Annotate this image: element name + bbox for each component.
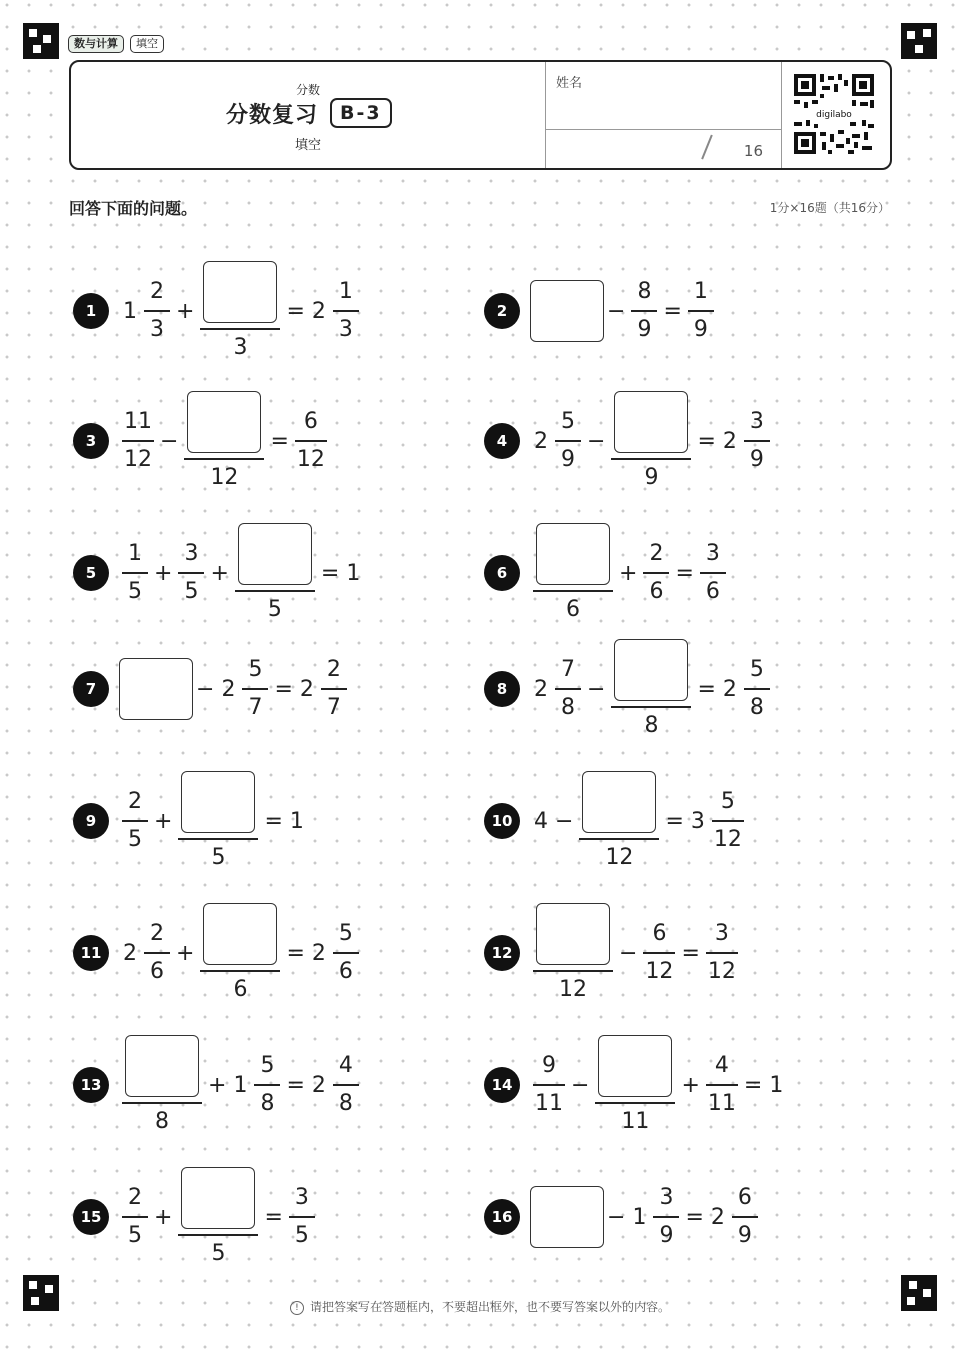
denominator: 8 (155, 1109, 169, 1134)
denominator: 5 (267, 597, 282, 622)
answer-box[interactable] (614, 639, 688, 701)
answer-box[interactable] (181, 771, 255, 833)
svg-text:digilabo: digilabo (816, 110, 852, 120)
operator: + (176, 298, 195, 324)
fraction-bar (744, 440, 770, 442)
whole-number: 2 (534, 676, 548, 702)
operator: = (264, 1204, 283, 1230)
operator: − (619, 940, 638, 966)
problem-number-badge: 14 (484, 1067, 520, 1103)
operator: = (697, 676, 716, 702)
operator: + (210, 560, 229, 586)
denominator: 11 (621, 1109, 650, 1134)
fraction-bar (144, 952, 170, 954)
footer-note (0, 1298, 960, 1315)
answer-box[interactable] (530, 280, 604, 342)
fraction (200, 903, 280, 1003)
fraction (732, 1185, 758, 1249)
fraction-bar (611, 706, 691, 708)
fraction-bar (732, 1216, 758, 1218)
operator: + (154, 1204, 173, 1230)
fraction (122, 541, 148, 605)
fraction (579, 771, 659, 871)
denominator: 12 (296, 447, 325, 472)
fraction-bar (295, 440, 327, 442)
score-total: 16 (743, 142, 763, 160)
numerator: 5 (720, 789, 735, 814)
numerator: 6 (737, 1185, 752, 1210)
operator: − (571, 1072, 590, 1098)
problem-number-badge: 6 (484, 555, 520, 591)
operator: = (681, 940, 700, 966)
numerator: 6 (303, 409, 318, 434)
scoring-info: 1分×16题（共16分） (769, 201, 890, 215)
answer-box[interactable] (187, 391, 261, 453)
problem-number-badge: 15 (73, 1199, 109, 1235)
fraction (122, 409, 154, 473)
denominator: 9 (561, 447, 575, 472)
fraction-bar (178, 572, 204, 574)
type-label: 填空 (294, 138, 321, 153)
operator: = (685, 1204, 704, 1230)
whole-number: 2 (710, 1204, 725, 1230)
fraction-bar (254, 1084, 280, 1086)
qr-code-icon (792, 72, 876, 156)
denominator: 5 (294, 1223, 309, 1248)
fraction (706, 1053, 738, 1117)
denominator: 11 (535, 1091, 563, 1116)
fraction (122, 789, 148, 853)
operator: = (286, 298, 305, 324)
answer-box[interactable] (614, 391, 688, 453)
operator: − (607, 1204, 626, 1230)
denominator: 6 (566, 597, 580, 622)
subject-label: 分数 (295, 83, 320, 97)
numerator: 3 (184, 541, 199, 566)
answer-box[interactable] (536, 523, 610, 585)
fraction (254, 1053, 280, 1117)
answer-box[interactable] (203, 261, 277, 323)
fraction (744, 657, 770, 721)
fraction-bar (555, 440, 581, 442)
fraction-bar (200, 328, 280, 330)
operator: + (176, 940, 195, 966)
fraction-bar (533, 590, 613, 592)
numerator: 3 (705, 541, 720, 566)
operator: + (681, 1072, 700, 1098)
fraction (688, 279, 714, 343)
denominator: 5 (184, 579, 199, 604)
category-tags (68, 35, 164, 53)
operator: − (607, 298, 626, 324)
operator: + (208, 1072, 227, 1098)
fraction (289, 1185, 315, 1249)
numerator: 2 (128, 789, 142, 814)
fraction-bar (289, 1216, 315, 1218)
fraction (555, 657, 581, 721)
fraction (533, 1053, 565, 1117)
fraction-bar (706, 952, 738, 954)
denominator: 12 (707, 959, 736, 984)
fraction (631, 279, 657, 343)
denominator: 9 (637, 317, 652, 342)
problem-number-badge: 5 (73, 555, 109, 591)
answer-box[interactable] (203, 903, 277, 965)
fraction (643, 921, 675, 985)
operator: − (555, 808, 574, 834)
numerator: 1 (128, 541, 142, 566)
fraction-bar (643, 952, 675, 954)
denominator: 12 (559, 977, 587, 1002)
operator: + (154, 808, 173, 834)
numerator: 3 (294, 1185, 309, 1210)
operator: − (587, 428, 606, 454)
denominator: 12 (645, 959, 674, 984)
fraction (178, 541, 204, 605)
fraction-bar (688, 310, 714, 312)
answer-box[interactable] (119, 658, 193, 720)
answer-box[interactable] (582, 771, 656, 833)
numerator: 5 (260, 1053, 275, 1078)
numerator: 6 (652, 921, 667, 946)
fraction-bar (595, 1102, 675, 1104)
denominator: 12 (124, 447, 152, 472)
fraction-bar (333, 1084, 359, 1086)
operator: = (663, 298, 682, 324)
fraction-bar (579, 838, 659, 840)
operator: − (160, 428, 179, 454)
operator: = (675, 560, 694, 586)
whole-number: 1 (289, 808, 304, 834)
fraction-bar (631, 310, 657, 312)
fraction-bar (643, 572, 669, 574)
operator: = (286, 1072, 305, 1098)
fraction-bar (200, 970, 280, 972)
numerator: 11 (124, 409, 152, 434)
problem-number-badge: 1 (73, 293, 109, 329)
whole-number: 2 (534, 428, 548, 454)
problem-number-badge: 3 (73, 423, 109, 459)
fraction (122, 1185, 148, 1249)
denominator: 7 (248, 695, 263, 720)
problem-number-badge: 16 (484, 1199, 520, 1235)
numerator: 8 (637, 279, 652, 304)
answer-box[interactable] (536, 903, 610, 965)
denominator: 8 (749, 695, 764, 720)
fraction-bar (333, 952, 359, 954)
problem-number-badge: 11 (73, 935, 109, 971)
numerator: 9 (542, 1053, 556, 1078)
fraction (533, 903, 613, 1003)
fraction (184, 391, 264, 491)
tag-type: 填空 (130, 35, 164, 53)
name-label: 姓名 (556, 76, 583, 91)
whole-number: 2 (311, 940, 326, 966)
fraction-bar (700, 572, 726, 574)
whole-number: 2 (311, 298, 326, 324)
fraction (122, 1035, 202, 1135)
qr-code (792, 72, 876, 156)
footer-text: 请把答案写在答题框内，不要超出框外，也不要写答案以外的内容。 (309, 1300, 670, 1314)
fraction-bar (712, 820, 744, 822)
fraction (555, 409, 581, 473)
corner-marker-top-right (901, 23, 937, 59)
whole-number: 2 (722, 428, 737, 454)
denominator: 9 (749, 447, 764, 472)
numerator: 1 (338, 279, 353, 304)
fraction (235, 523, 315, 623)
answer-box[interactable] (181, 1167, 255, 1229)
problem-number-badge: 4 (484, 423, 520, 459)
denominator: 8 (561, 695, 575, 720)
whole-number: 1 (233, 1072, 248, 1098)
denominator: 9 (737, 1223, 752, 1248)
fraction-bar (744, 688, 770, 690)
fraction (706, 921, 738, 985)
whole-number: 2 (299, 676, 314, 702)
whole-number: 1 (632, 1204, 647, 1230)
fraction-bar (533, 970, 613, 972)
fraction-bar (144, 310, 170, 312)
problem-number-badge: 8 (484, 671, 520, 707)
fraction-bar (122, 1102, 202, 1104)
numerator: 5 (338, 921, 353, 946)
fraction-bar (178, 838, 258, 840)
numerator: 2 (326, 657, 341, 682)
fraction (178, 771, 258, 871)
operator: − (196, 676, 215, 702)
numerator: 7 (561, 657, 575, 682)
denominator: 12 (605, 845, 634, 870)
fraction (295, 409, 327, 473)
fraction (744, 409, 770, 473)
fraction-bar (122, 572, 148, 574)
whole-number: 1 (346, 560, 361, 586)
operator: = (743, 1072, 763, 1098)
denominator: 12 (210, 465, 239, 490)
denominator: 5 (211, 1241, 226, 1266)
fraction (700, 541, 726, 605)
denominator: 6 (150, 959, 164, 984)
numerator: 3 (714, 921, 729, 946)
answer-box[interactable] (530, 1186, 604, 1248)
numerator: 4 (338, 1053, 353, 1078)
fraction-bar (706, 1084, 738, 1086)
denominator: 3 (150, 317, 164, 342)
tag-category: 数与计算 (68, 35, 124, 53)
denominator: 7 (326, 695, 341, 720)
fraction (611, 639, 691, 739)
denominator: 5 (128, 579, 142, 604)
fraction (653, 1185, 679, 1249)
denominator: 3 (233, 335, 248, 360)
name-divider (546, 129, 781, 130)
score-slash (701, 135, 712, 160)
operator: = (270, 428, 289, 454)
numerator: 2 (150, 279, 164, 304)
fraction-bar (555, 688, 581, 690)
problem-number-badge: 2 (484, 293, 520, 329)
info-icon: ! (290, 1301, 304, 1315)
answer-box[interactable] (598, 1035, 672, 1097)
operator: = (286, 940, 305, 966)
numerator: 2 (150, 921, 164, 946)
whole-number: 4 (534, 808, 548, 834)
denominator: 6 (233, 977, 248, 1002)
problem-number-badge: 10 (484, 803, 520, 839)
fraction-bar (242, 688, 268, 690)
denominator: 8 (260, 1091, 275, 1116)
fraction (333, 279, 359, 343)
operator: + (154, 560, 173, 586)
denominator: 9 (644, 465, 659, 490)
operator: + (619, 560, 638, 586)
problem-number-badge: 13 (73, 1067, 109, 1103)
operator: = (274, 676, 293, 702)
fraction (144, 921, 170, 985)
fraction-bar (533, 1084, 565, 1086)
problem-number-badge: 12 (484, 935, 520, 971)
denominator: 9 (659, 1223, 674, 1248)
fraction (712, 789, 744, 853)
denominator: 6 (705, 579, 720, 604)
fraction-bar (235, 590, 315, 592)
fraction (178, 1167, 258, 1267)
numerator: 3 (659, 1185, 674, 1210)
fraction (533, 523, 613, 623)
numerator: 1 (693, 279, 708, 304)
fraction-bar (122, 440, 154, 442)
title-panel (71, 62, 546, 168)
fraction (595, 1035, 675, 1135)
page-title: 分数复习 (226, 103, 319, 128)
numerator: 2 (649, 541, 664, 566)
numerator: 4 (714, 1053, 729, 1078)
denominator: 11 (707, 1091, 736, 1116)
whole-number: 1 (769, 1072, 784, 1098)
whole-number: 1 (123, 298, 137, 324)
numerator: 5 (561, 409, 575, 434)
answer-box[interactable] (238, 523, 312, 585)
denominator: 5 (128, 827, 142, 852)
fraction-bar (122, 1216, 148, 1218)
denominator: 5 (128, 1223, 142, 1248)
worksheet-header (69, 60, 892, 170)
denominator: 12 (713, 827, 742, 852)
name-score-panel (546, 62, 782, 168)
fraction (333, 921, 359, 985)
fraction (144, 279, 170, 343)
problem-number-badge: 7 (73, 671, 109, 707)
fraction-bar (611, 458, 691, 460)
fraction-bar (321, 688, 347, 690)
corner-marker-top-left (23, 23, 59, 59)
numerator: 3 (749, 409, 764, 434)
denominator: 3 (338, 317, 353, 342)
operator: − (587, 676, 606, 702)
whole-number: 2 (722, 676, 737, 702)
whole-number: 2 (221, 676, 236, 702)
operator: = (665, 808, 684, 834)
denominator: 6 (649, 579, 664, 604)
numerator: 5 (248, 657, 263, 682)
problem-number-badge: 9 (73, 803, 109, 839)
denominator: 8 (338, 1091, 353, 1116)
whole-number: 3 (690, 808, 705, 834)
operator: = (320, 560, 340, 586)
denominator: 5 (211, 845, 226, 870)
fraction-bar (184, 458, 264, 460)
whole-number: 2 (123, 940, 137, 966)
fraction-bar (653, 1216, 679, 1218)
fraction-bar (333, 310, 359, 312)
fraction (643, 541, 669, 605)
fraction (321, 657, 347, 721)
denominator: 8 (644, 713, 659, 738)
whole-number: 2 (311, 1072, 326, 1098)
numerator: 5 (749, 657, 764, 682)
level-badge: B-3 (330, 98, 392, 128)
fraction (333, 1053, 359, 1117)
fraction (242, 657, 268, 721)
operator: = (697, 428, 716, 454)
fraction-bar (122, 820, 148, 822)
numerator: 2 (128, 1185, 142, 1210)
denominator: 6 (338, 959, 353, 984)
fraction (200, 261, 280, 361)
denominator: 9 (693, 317, 708, 342)
answer-box[interactable] (125, 1035, 199, 1097)
fraction (611, 391, 691, 491)
fraction-bar (178, 1234, 258, 1236)
instruction-text: 回答下面的问题。 (69, 199, 198, 218)
operator: = (264, 808, 283, 834)
